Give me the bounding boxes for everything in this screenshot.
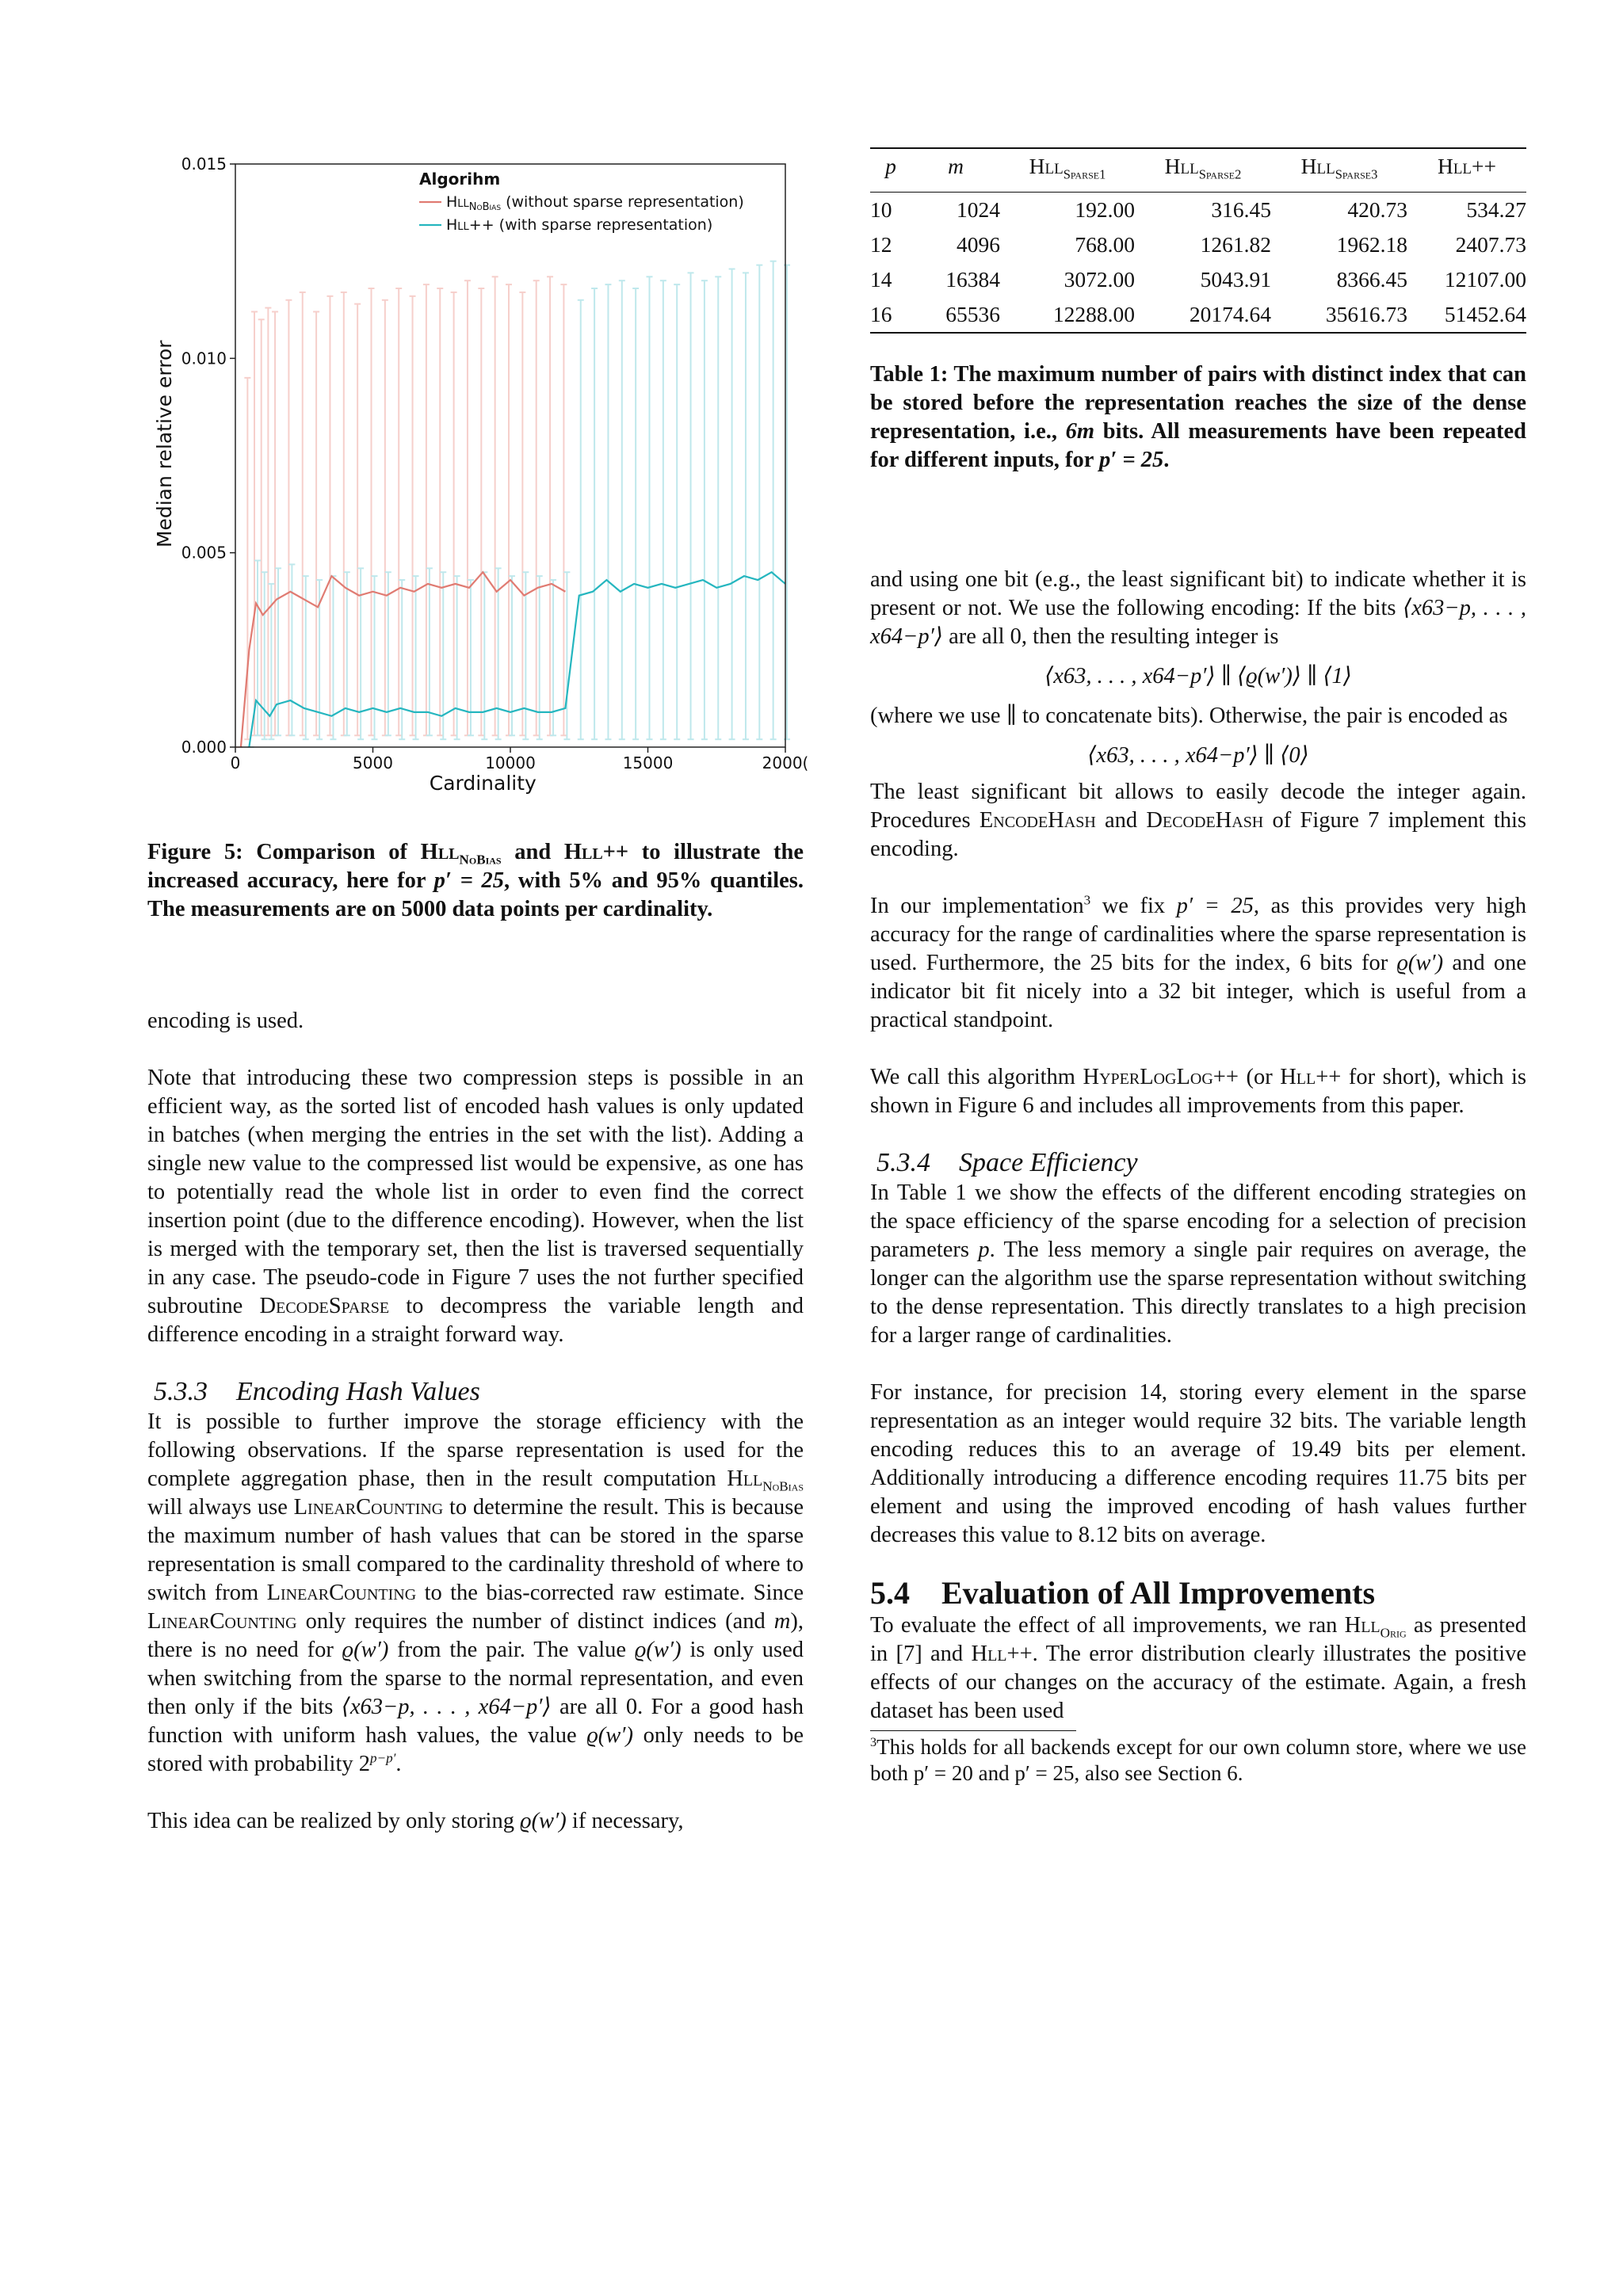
cell: 768.00 [1075, 232, 1135, 257]
x-tick-label: 0 [230, 753, 241, 772]
paragraph: Note that introducing these two compression steps is possible in an efficient way, as the sorted list of encoded hash values is only updated in batches (when merging the entries in the set with the list). Adding a single new value to the compressed list would be expensive, as one has to potentially read the whole list in order to even find the correct insertion point (due to the difference encoding). However, when the list is merged with the temporary set, then the list is traversed sequentially in any case. The pseudo-code in Figure 7 uses the not further specified subroutine DecodeSparse to decompress the variable length and difference encoding in a straight forward way. [147, 1066, 804, 1347]
cell: 1962.18 [1336, 232, 1407, 257]
section-heading-5-3-4: 5.3.4 Space Efficiency [876, 1148, 1138, 1177]
right-column [870, 566, 1526, 1787]
cell: 4096 [957, 232, 1000, 257]
y-tick-label: 0.000 [181, 738, 227, 757]
cell: 2407.73 [1455, 232, 1526, 257]
cell: 316.45 [1211, 197, 1271, 222]
cell: 51452.64 [1407, 297, 1526, 333]
column-header-p: p [870, 148, 911, 193]
left-column [147, 1007, 804, 1836]
figure-5-chart [147, 152, 809, 810]
figure-5-caption: Figure 5: Comparison of Hll$_{NoBias}$ and Hll++ to illustrate the increased accuracy, here for p′ = 25, with 5% and 95% quantiles. The measurements are on 5000 data points per cardinality. [147, 840, 804, 921]
cell: 5043.91 [1200, 267, 1271, 292]
column-header-hll-sparse3: Hll$_{Sparse3}$ [1271, 148, 1407, 193]
cell: 10 [870, 197, 892, 222]
cell: 12288.00 [1000, 297, 1135, 333]
cell: 12 [870, 232, 892, 257]
cell: 8366.45 [1336, 267, 1407, 292]
table-1-caption: Table 1: The maximum number of pairs with distinct index that can be stored before the representation reaches the size of the dense representation, i.e., 6m bits. All measurements have been repeated for different inputs, for p′ = 25. [870, 362, 1526, 472]
y-tick-label: 0.015 [181, 154, 227, 174]
cell: 16 [870, 297, 911, 333]
cell: 12107.00 [1444, 267, 1526, 292]
table-row [870, 227, 1526, 262]
cell: 35616.73 [1271, 297, 1407, 333]
column-header-m: m [911, 148, 1000, 193]
cell: 65536 [911, 297, 1000, 333]
paragraph: For instance, for precision 14, storing every element in the sparse representation as an integer would require 32 bits. The variable length encoding reduces this to an average of 19.49 bits per element. Additionally introducing a difference encoding requires 11.75 bits per element and using the improved encoding of hash values further decreases this value to 8.12 bits on average. [870, 1380, 1526, 1547]
legend-entry: Hll$_{NoBias}$ (without sparse representation) [446, 193, 744, 213]
column-header-hll-sparse1: Hll$_{Sparse1}$ [1000, 148, 1135, 193]
cell: 3072.00 [1064, 267, 1135, 292]
paragraph: It is possible to further improve the storage efficiency with the following observations. If the sparse representation is used for the complete aggregation phase, then in the result computation Hll$_{NoBias}$ will always use LinearCounting to determine the result. This is because the maximum number of hash values that can be stored in the sparse representation is small compared to the cardinality threshold of where to switch from LinearCounting to the bias-corrected raw estimate. Since LinearCounting only requires the number of distinct indices (and m), there is no need for ϱ(w′) from the pair. The value ϱ(w′) is only used when switching from the sparse to the normal representation, and even then only if the bits ⟨x63−p, . . . , x64−p′⟩ are all 0. For a good hash function with uniform hash values, the value ϱ(w′) only needs to be stored with probability $2^{p-p'}$. [147, 1409, 804, 1776]
cell: 16384 [945, 267, 1000, 292]
legend-title: Algorihm [419, 170, 501, 189]
column-header-hll-plusplus: Hll++ [1407, 148, 1526, 193]
legend-entry: Hll++ (with sparse representation) [446, 216, 713, 234]
footnote-rule [870, 1730, 1076, 1731]
x-tick-label: 10000 [485, 753, 536, 772]
x-tick-label: 15000 [622, 753, 674, 772]
table-1 [870, 147, 1526, 475]
x-tick-label: 2000( [762, 753, 809, 772]
paragraph: (where we use ∥ to concatenate bits). Otherwise, the pair is encoded as [870, 704, 1508, 728]
equation-2: ⟨x63, . . . , x64−p′⟩ ∥ ⟨0⟩ [1087, 743, 1309, 768]
table-header-row [870, 148, 1526, 193]
cell: 1024 [957, 197, 1000, 222]
cell: 14 [870, 267, 892, 292]
table-row [870, 193, 1526, 228]
section-heading-5-3-3: 5.3.3 Encoding Hash Values [154, 1377, 480, 1406]
paragraph: encoding is used. [147, 1009, 304, 1033]
cell: 20174.64 [1135, 297, 1271, 333]
footnote-3: $^3$This holds for all backends except for our own column store, where we use both p′ = 20 and p′ = 25, also see Section 6. [870, 1735, 1526, 1785]
cell: 420.73 [1347, 197, 1407, 222]
y-axis-label: Median relative error [153, 340, 176, 548]
paragraph: In our implementation$^3$ we fix p′ = 25, as this provides very high accuracy for the range of cardinalities where the sparse representation is used. Furthermore, the 25 bits for the index, 6 bits for ϱ(w′) and one indicator bit fit nicely into a 32 bit integer, which is useful from a practical standpoint. [870, 892, 1527, 1032]
x-axis-label: Cardinality [429, 772, 537, 795]
table-row [870, 297, 1526, 333]
paragraph: To evaluate the effect of all improvements, we ran Hll$_{Orig}$ as presented in [7] and Hll++. The error distribution clearly illustrates the positive effects of our changes on the accuracy of the estimate. Again, a fresh dataset has been used [870, 1613, 1526, 1723]
figure-5 [147, 152, 809, 810]
paragraph: The least significant bit allows to easily decode the integer again. Procedures EncodeHash and DecodeHash of Figure 7 implement this encoding. [870, 780, 1526, 861]
paragraph: In Table 1 we show the effects of the different encoding strategies on the space efficiency of the sparse encoding for a selection of precision parameters p. The less memory a single pair requires on average, the longer can the algorithm use the sparse representation without switching to the dense representation. This directly translates to a high precision for a larger range of cardinalities. [870, 1180, 1526, 1348]
plot-frame [235, 164, 785, 747]
table-1-grid [870, 147, 1526, 334]
table-row [870, 262, 1526, 297]
section-heading-5-4: 5.4 Evaluation of All Improvements [870, 1575, 1376, 1611]
y-tick-label: 0.010 [181, 349, 227, 368]
cell: 1261.82 [1200, 232, 1271, 257]
y-tick-label: 0.005 [181, 543, 227, 563]
paragraph: This idea can be realized by only storing ϱ(w′) if necessary, [147, 1809, 684, 1833]
x-tick-label: 5000 [353, 753, 393, 772]
paragraph: and using one bit (e.g., the least significant bit) to indicate whether it is present or not. We use the following encoding: If the bits ⟨x63−p, . . . , x64−p′⟩ are all 0, then the resulting integer is [870, 567, 1526, 649]
cell: 192.00 [1075, 197, 1135, 222]
cell: 534.27 [1466, 197, 1526, 222]
paragraph: We call this algorithm HyperLogLog++ (or Hll++ for short), which is shown in Figure 6 and includes all improvements from this paper. [870, 1065, 1526, 1118]
column-header-hll-sparse2: Hll$_{Sparse2}$ [1135, 148, 1271, 193]
equation-1: ⟨x63, . . . , x64−p′⟩ ∥ ⟨ϱ(w′)⟩ ∥ ⟨1⟩ [1044, 664, 1352, 688]
